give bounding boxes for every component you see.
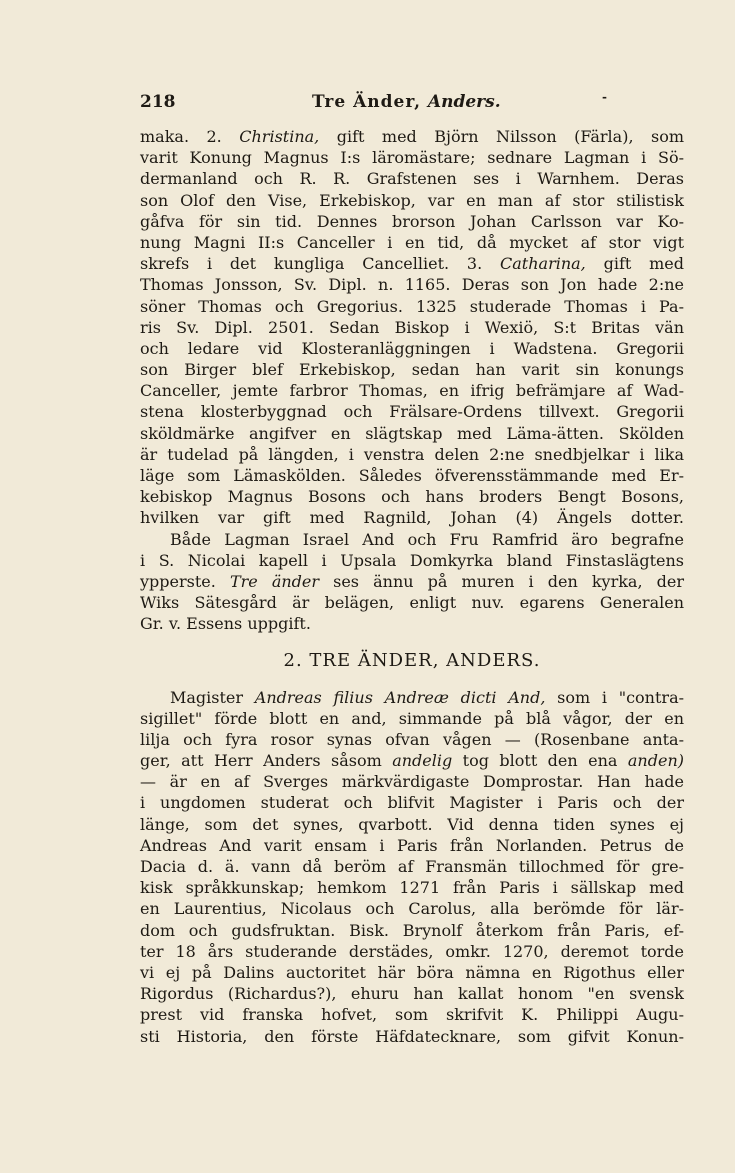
text-line bbox=[140, 465, 684, 486]
text-run: — är en af Sverges märkvärdigaste Domprostar. Han hade bbox=[140, 772, 684, 792]
text-run: Canceller, jemte farbror Thomas, en ifrig befrämjare af Wad- bbox=[140, 381, 684, 401]
section-heading: 2. TRE ÄNDER, ANDERS. bbox=[283, 649, 541, 671]
page-number: 218 bbox=[140, 92, 176, 112]
text-run: är tudelad på längden, i venstra delen 2:ne snedbjelkar i lika bbox=[140, 444, 684, 464]
text-line bbox=[140, 729, 684, 750]
text-line bbox=[140, 792, 684, 813]
text-line bbox=[140, 486, 684, 507]
text-run: nung Magni II:s Canceller i en tid, då mycket af stor vigt bbox=[140, 232, 684, 252]
text-line bbox=[140, 856, 684, 877]
running-title bbox=[312, 92, 501, 112]
text-run: Rigordus (Richardus?), ehuru han kallat honom "en svensk bbox=[140, 984, 684, 1004]
header-mark: - bbox=[602, 90, 607, 104]
text-run: hvilken var gift med Ragnild, Johan (4) Ängels dotter. bbox=[140, 508, 684, 528]
text-line bbox=[140, 708, 684, 729]
text-run: Wiks Sätesgård är belägen, enligt nuv. egarens Generalen bbox=[140, 593, 684, 613]
text-run: en Laurentius, Nicolaus och Carolus, alla berömde för lär- bbox=[140, 899, 684, 919]
italic-run: Andreas filius Andreæ dicti And, bbox=[254, 687, 546, 707]
text-line bbox=[140, 380, 684, 401]
text-line bbox=[140, 359, 684, 380]
text-line bbox=[140, 296, 684, 317]
text-run: i S. Nicolai kapell i Upsala Domkyrka bland Finstaslägtens bbox=[140, 550, 684, 570]
text-line bbox=[140, 190, 684, 211]
text-line bbox=[140, 1004, 684, 1025]
italic-run: Tre änder bbox=[229, 571, 320, 591]
text-line bbox=[140, 232, 684, 253]
italic-run: anden) bbox=[627, 751, 684, 771]
text-run: Dacia d. ä. vann då beröm af Fransmän tillochmed för gre- bbox=[140, 857, 684, 876]
text-line bbox=[140, 126, 684, 147]
text-run: gåfva för sin tid. Dennes brorson Johan Carlsson var Ko- bbox=[140, 211, 684, 231]
text-line bbox=[140, 168, 684, 189]
text-line bbox=[140, 401, 684, 422]
text-run: skrefs i det kungliga Cancelliet. 3. bbox=[140, 254, 501, 274]
text-run: ter 18 års studerande derstädes, omkr. 1270, deremot torde bbox=[140, 941, 684, 961]
text-run: ses ännu på muren i den kyrka, der bbox=[319, 571, 685, 591]
text-run: ger, att Herr Anders såsom bbox=[140, 751, 393, 771]
text-run: Thomas Jonsson, Sv. Dipl. n. 1165. Deras son Jon hade 2:ne bbox=[140, 275, 684, 295]
text-line bbox=[140, 592, 684, 613]
text-run: Andreas And varit ensam i Paris från Norlanden. Petrus de bbox=[140, 835, 684, 855]
text-line bbox=[140, 571, 684, 592]
text-run: stena klosterbyggnad och Frälsare-Ordens tillvext. Gregorii bbox=[140, 402, 684, 422]
text-run: Gr. v. Essens uppgift. bbox=[140, 614, 311, 634]
text-run: son Birger blef Erkebiskop, sedan han varit sin konungs bbox=[140, 360, 684, 380]
text-line bbox=[140, 253, 684, 274]
text-line bbox=[140, 941, 684, 962]
text-line bbox=[140, 507, 684, 528]
text-run: prest vid franska hofvet, som skrifvit K. Philippi Augu- bbox=[140, 1005, 684, 1025]
text-run: sti Historia, den förste Häfdatecknare, som gifvit Konun- bbox=[140, 1026, 684, 1046]
page-body bbox=[140, 126, 684, 1047]
section-2-text bbox=[140, 687, 684, 1047]
text-line bbox=[140, 962, 684, 983]
text-line bbox=[140, 1026, 684, 1047]
text-run: kisk språkkunskap; hemkom 1271 från Paris i sällskap med bbox=[140, 878, 684, 898]
text-run: läge som Lämaskölden. Således öfverensstämmande med Er- bbox=[140, 466, 684, 485]
text-run: gift med bbox=[585, 254, 684, 274]
text-line bbox=[140, 983, 684, 1004]
text-line bbox=[140, 529, 684, 550]
running-title-roman: Tre Änder, bbox=[312, 92, 421, 112]
text-line bbox=[140, 898, 684, 919]
running-title-italic: Anders. bbox=[427, 92, 501, 112]
text-line bbox=[140, 274, 684, 295]
text-run: i ungdomen studerat och blifvit Magister i Paris och der bbox=[140, 793, 684, 813]
text-run: Både Lagman Israel And och Fru Ramfrid äro begrafne bbox=[170, 529, 684, 549]
text-line bbox=[140, 147, 684, 168]
italic-run: Catharina, bbox=[500, 254, 586, 274]
text-run: gift med Björn Nilsson (Färla), som bbox=[319, 127, 685, 146]
text-line bbox=[140, 550, 684, 571]
text-run: ris Sv. Dipl. 2501. Sedan Biskop i Wexiö, S:t Britas vän bbox=[140, 317, 684, 337]
text-run: kebiskop Magnus Bosons och hans broders Bengt Bosons, bbox=[140, 487, 684, 507]
text-run: varit Konung Magnus I:s läromästare; sednare Lagman i Sö- bbox=[140, 148, 684, 168]
text-line bbox=[140, 814, 684, 835]
text-run: dom och gudsfruktan. Bisk. Brynolf återkom från Paris, ef- bbox=[140, 920, 684, 940]
text-run: ypperste. bbox=[140, 571, 230, 591]
italic-run: Christina, bbox=[239, 127, 320, 146]
text-line bbox=[140, 444, 684, 465]
text-line bbox=[140, 771, 684, 792]
text-run: och ledare vid Klosteranläggningen i Wadstena. Gregorii bbox=[140, 338, 684, 358]
text-line bbox=[140, 317, 684, 338]
text-line bbox=[140, 613, 684, 634]
page-header bbox=[140, 92, 680, 116]
text-line bbox=[140, 423, 684, 444]
text-run: dermanland och R. R. Grafstenen ses i Warnhem. Deras bbox=[140, 169, 684, 189]
text-run: som i "contra- bbox=[545, 687, 685, 707]
italic-run: andelig bbox=[392, 751, 453, 771]
text-run: sigillet" förde blott en and, simmande på blå vågor, der en bbox=[140, 708, 684, 728]
section-1-text bbox=[140, 126, 684, 635]
text-run: Magister bbox=[170, 687, 255, 707]
text-run: vi ej på Dalins auctoritet här böra nämna en Rigothus eller bbox=[140, 962, 684, 982]
text-line bbox=[140, 750, 684, 771]
text-run: sköldmärke angifver en slägtskap med Läma-ätten. Skölden bbox=[140, 423, 684, 443]
text-line bbox=[140, 835, 684, 856]
text-run: lilja och fyra rosor synas ofvan vågen — (Rosenbane anta- bbox=[140, 729, 684, 749]
text-line bbox=[140, 877, 684, 898]
text-run: tog blott den ena bbox=[452, 751, 628, 771]
text-run: söner Thomas och Gregorius. 1325 studerade Thomas i Pa- bbox=[140, 296, 684, 316]
text-line bbox=[140, 687, 684, 708]
text-line bbox=[140, 211, 684, 232]
text-line bbox=[140, 920, 684, 941]
text-run: son Olof den Vise, Erkebiskop, var en man af stor stilistisk bbox=[140, 190, 684, 210]
text-run: länge, som det synes, qvarbott. Vid denna tiden synes ej bbox=[140, 814, 684, 834]
text-run: maka. 2. bbox=[140, 127, 240, 146]
text-line bbox=[140, 338, 684, 359]
